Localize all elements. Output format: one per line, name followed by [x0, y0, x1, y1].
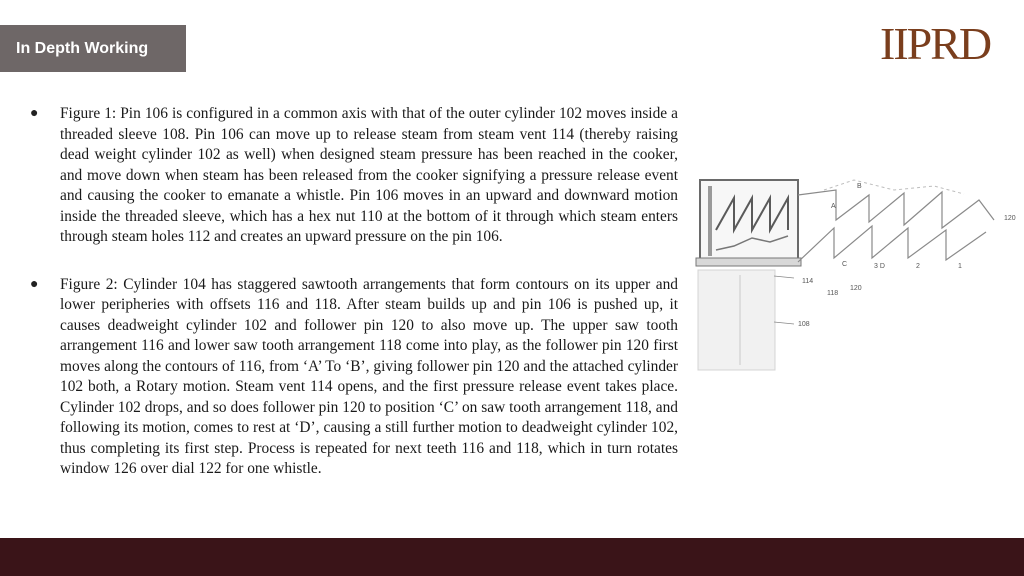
- figure-label-1: 1: [958, 263, 962, 270]
- figure-follower-path: [824, 180, 964, 194]
- figure-label-118: 118: [827, 290, 839, 297]
- figure-label-C: C: [842, 261, 848, 268]
- list-item: [30, 104, 678, 248]
- logo-text: IIPRD: [880, 18, 991, 64]
- figure-label-B: B: [857, 183, 862, 190]
- bullet-dot-icon: ●: [30, 106, 39, 121]
- figure-label-2: 2: [916, 263, 920, 270]
- bullet-list: [30, 104, 678, 507]
- figure-leader-114: [774, 276, 794, 278]
- section-tag: [0, 25, 186, 72]
- figure-upper-profile: [798, 190, 994, 228]
- figure-lower-profile: [798, 226, 986, 262]
- iiprd-logo: [880, 18, 1010, 64]
- figure-label-120-top: 120: [1004, 215, 1016, 222]
- bullet-dot-icon: ●: [30, 276, 39, 292]
- figure-label-114: 114: [802, 278, 814, 285]
- figure-2-paragraph: Figure 2: Cylinder 104 has staggered sawtooth arrangements that form contours on its upper and lower peripheries with offsets 116 and 118. After steam builds up and pin 106 is pushed up, it causes deadweight cylinder 102 and follower pin 120 to also move up. The upper saw tooth arrangement 116 and lower saw tooth arrangement 118 come into play, as the follower pin 120 first moves along the contours of 116, from ‘A’ To ‘B’, giving follower pin 120 and the attached cylinder 102 both, a Rotary motion. Steam vent 114 opens, and the first pressure release event takes place. Cylinder 102 drops, and so does follower pin 120 to position ‘C’ on saw tooth arrangement 118, and following its motion, comes to rest at ‘D’, causing a still further motion to deadweight cylinder 102, thus completing its first step. Process is repeated for next teeth 116 and 118, which in turn rotates window 126 over dial 122 for one whistle.: [60, 275, 678, 477]
- section-tag-label: In Depth Working: [16, 39, 149, 57]
- figure-base-plate: [696, 258, 801, 266]
- list-item: [30, 275, 678, 480]
- figure-1-paragraph: Figure 1: Pin 106 is configured in a common axis with that of the outer cylinder 102 moves inside a threaded sleeve 108. Pin 106 can move up to release steam from steam vent 114 (thereby raising dead weight cylinder 102 as well) when designed steam pressure has been reached in the cooker, and move down when steam has been released from the cooker signifying a pressure release event and causing the cooker to emanate a whistle. Pin 106 moves in an upward and downward motion inside the threaded sleeve, which has a hex nut 110 at the bottom of it through which steam enters through steam holes 112 and creates an upward pressure on the pin 106.: [60, 105, 678, 245]
- figure-label-3D: 3 D: [874, 263, 885, 270]
- figure-leader-108: [774, 322, 794, 324]
- figure-label-108: 108: [798, 321, 810, 328]
- figure-label-A: A: [831, 203, 836, 210]
- footer-bar: [0, 538, 1024, 576]
- figure-cylinder-wall: [708, 186, 712, 256]
- figure-cylinder: [700, 180, 798, 262]
- figure-label-120-bottom: 120: [850, 285, 862, 292]
- figure-pin-body: [698, 270, 775, 370]
- sawtooth-mechanism-figure: [694, 150, 1024, 375]
